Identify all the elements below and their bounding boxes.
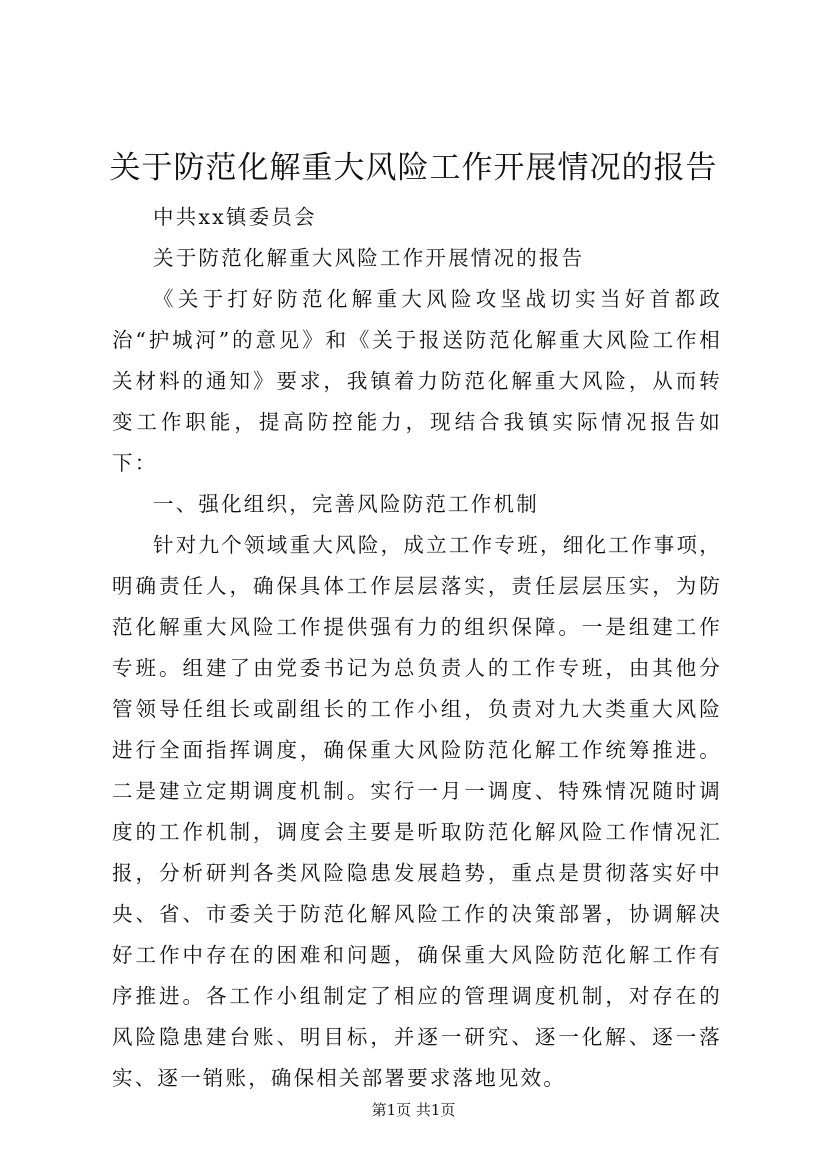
- document-body: [112, 197, 722, 1099]
- section-heading: 一、强化组织，完善风险防范工作机制: [153, 492, 539, 516]
- page-number-label: 第1页 共1页: [371, 1101, 456, 1119]
- intro-paragraph: 《关于打好防范化解重大风险攻坚战切实当好首都政治“护城河”的意见》和《关于报送防范化解重大风险工作相关材料的通知》要求，我镇着力防范化解重大风险，从而转变工作职能，提高防控能力，现结合我镇实际情况报告如下：: [112, 287, 722, 475]
- report-subtitle: 关于防范化解重大风险工作开展情况的报告: [153, 246, 585, 270]
- section-body-paragraph: 针对九个领域重大风险，成立工作专班，细化工作事项，明确责任人，确保具体工作层层落实，责任层层压实，为防范化解重大风险工作提供强有力的组织保障。一是组建工作专班。组建了由党委书记为总负责人的工作专班，由其他分管领导任组长或副组长的工作小组，负责对九大类重大风险进行全面指挥调度，确保重大风险防范化解工作统筹推进。二是建立定期调度机制。实行一月一调度、特殊情况随时调度的工作机制，调度会主要是听取防范化解风险工作情况汇报，分析研判各类风险隐患发展趋势，重点是贯彻落实好中央、省、市委关于防范化解风险工作的决策部署，协调解决好工作中存在的困难和问题，确保重大风险防范化解工作有序推进。各工作小组制定了相应的管理调度机制，对存在的风险隐患建台账、明目标，并逐一研究、逐一化解、逐一落实、逐一销账，确保相关部署要求落地见效。: [112, 533, 722, 1090]
- document-title: 关于防范化解重大风险工作开展情况的报告: [109, 150, 718, 186]
- issuer-line: 中共xx镇委员会: [153, 205, 317, 229]
- page-footer: [0, 1100, 827, 1120]
